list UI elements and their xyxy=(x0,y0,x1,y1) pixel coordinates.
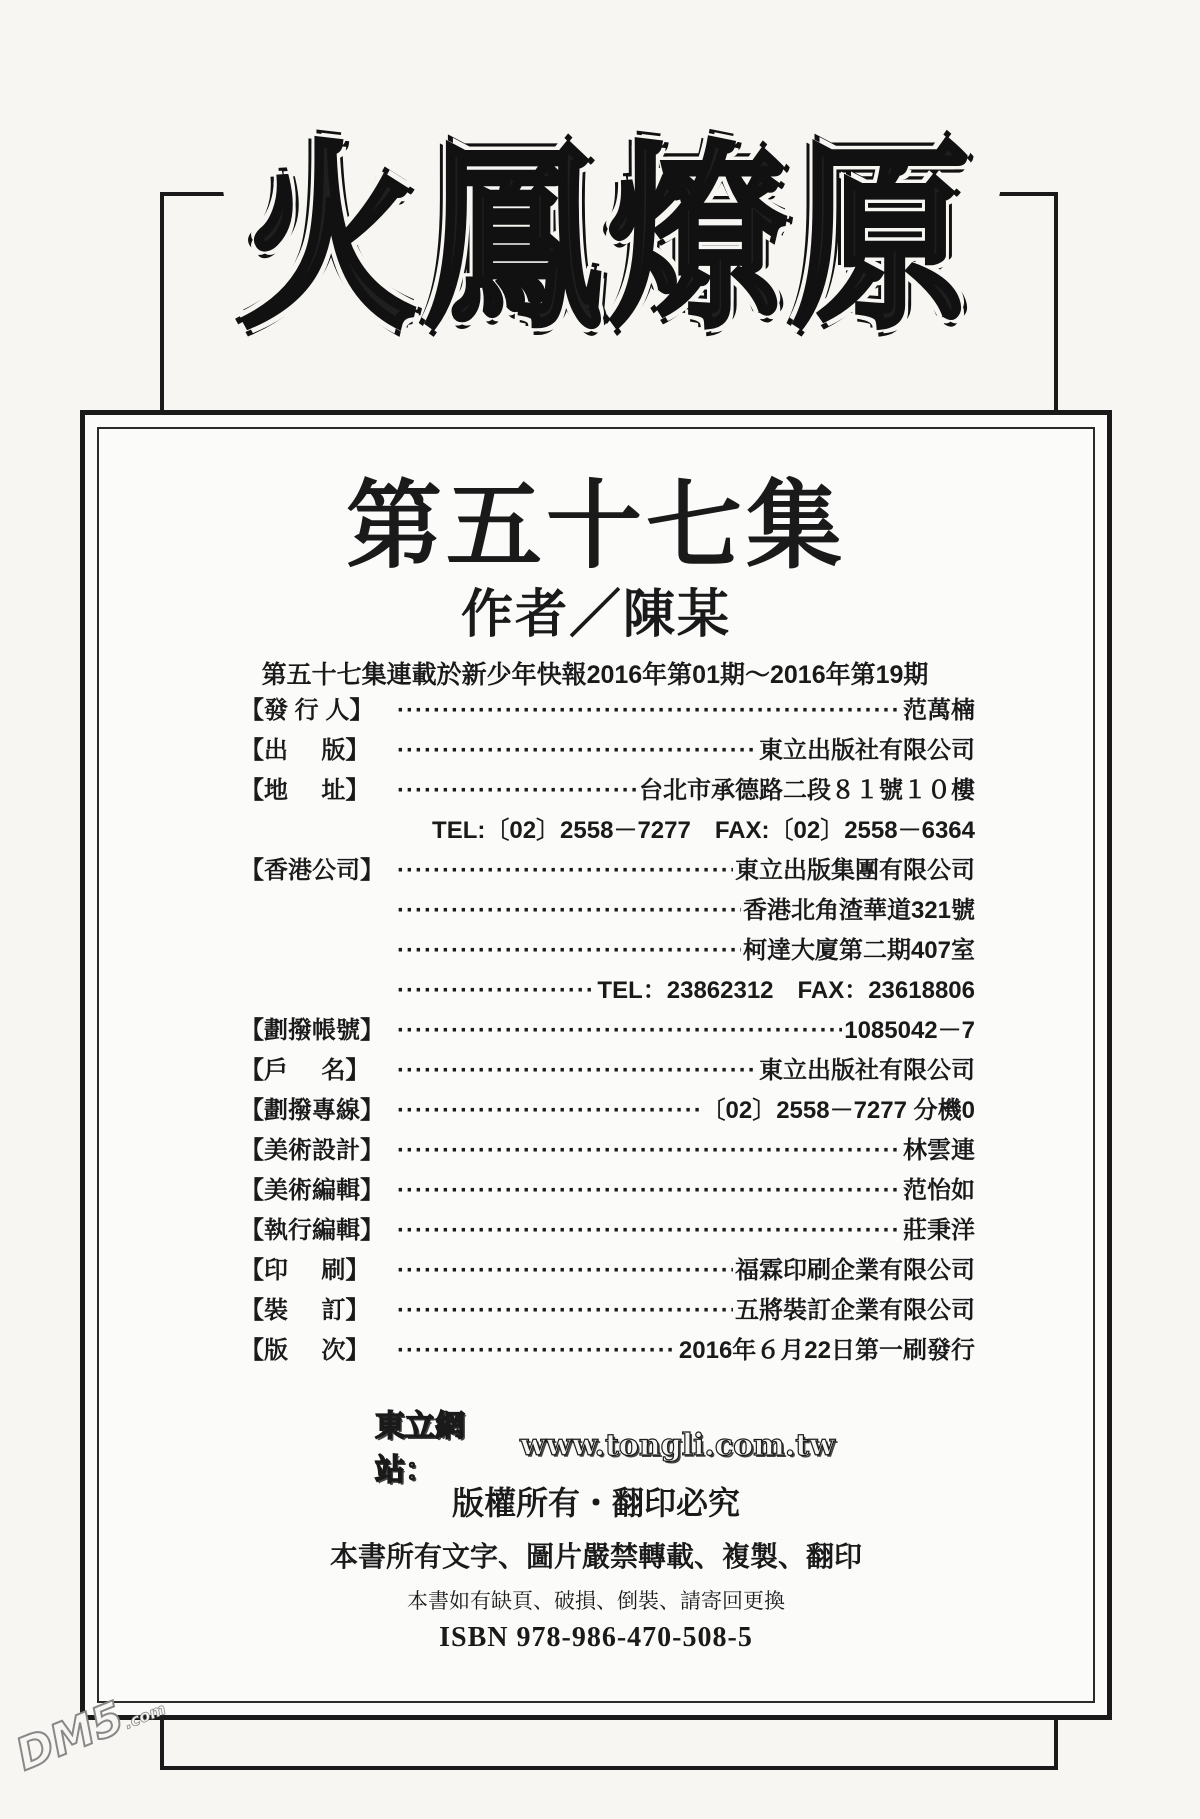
credit-label: 【美術設計】 xyxy=(240,1137,384,1164)
credit-row xyxy=(240,1010,975,1050)
website-label: 東立網站： xyxy=(375,1409,465,1488)
dot-leader xyxy=(397,1017,842,1045)
credit-label: 【劃撥專線】 xyxy=(240,1097,384,1124)
credit-label: 【戶 名】 xyxy=(240,1057,370,1084)
credit-row xyxy=(240,1170,975,1210)
credit-row xyxy=(240,1090,975,1130)
dot-leader xyxy=(397,897,741,925)
dot-leader xyxy=(397,777,637,805)
credit-value: 東立出版社有限公司 xyxy=(759,737,975,764)
credit-label: 【美術編輯】 xyxy=(240,1177,384,1204)
return-notice: 本書如有缺頁、破損、倒裝、請寄回更換 xyxy=(407,1590,785,1613)
credit-value: 台北市承德路二段８１號１０樓 xyxy=(639,777,975,804)
credit-label: 【裝 訂】 xyxy=(240,1297,370,1324)
credit-value: 香港北角渣華道321號 xyxy=(742,897,975,924)
dot-leader xyxy=(397,937,741,965)
dot-leader xyxy=(397,1177,901,1205)
dot-leader xyxy=(397,977,595,1005)
credit-row xyxy=(240,850,975,890)
credit-row xyxy=(240,930,975,970)
credit-row xyxy=(240,970,975,1010)
credit-label: 【香港公司】 xyxy=(240,857,384,884)
dot-leader xyxy=(397,1217,901,1245)
dot-leader xyxy=(397,1337,677,1365)
credit-value: TEL：23862312 FAX：23618806 xyxy=(597,977,975,1004)
volume-title: 第五十七集 xyxy=(346,469,846,582)
credits-list xyxy=(240,690,975,1370)
series-logo-text: 火鳳燎原 xyxy=(240,123,976,356)
copy-notice: 本書所有文字、圖片嚴禁轉載、複製、翻印 xyxy=(329,1540,862,1573)
credit-row xyxy=(240,1050,975,1090)
credit-row xyxy=(240,1130,975,1170)
credit-row xyxy=(240,690,975,730)
watermark-main: DM5 xyxy=(9,1692,132,1781)
credit-value: 2016年６月22日第一刷發行 xyxy=(678,1337,975,1364)
credit-value: 福霖印刷企業有限公司 xyxy=(735,1257,975,1284)
credit-label: 【版 次】 xyxy=(240,1337,370,1364)
credit-value: 東立出版社有限公司 xyxy=(759,1057,975,1084)
isbn: ISBN 978-986-470-508-5 xyxy=(439,1622,753,1653)
credit-row xyxy=(240,1330,975,1370)
credit-value: 1085042－7 xyxy=(844,1017,975,1044)
dot-leader xyxy=(397,1137,901,1165)
credit-label: 【執行編輯】 xyxy=(240,1217,384,1244)
credit-row xyxy=(240,1210,975,1250)
credit-value: 莊秉洋 xyxy=(903,1217,975,1244)
dot-leader xyxy=(397,857,733,885)
dot-leader xyxy=(397,697,901,725)
credit-row xyxy=(240,890,975,930)
credit-value: 東立出版集團有限公司 xyxy=(735,857,975,884)
credit-row xyxy=(240,1250,975,1290)
dot-leader xyxy=(397,1257,733,1285)
credit-value: TEL:〔02〕2558－7277 FAX:〔02〕2558－6364 xyxy=(432,817,975,844)
credit-value: 林雲連 xyxy=(903,1137,975,1164)
credit-value: 五將裝訂企業有限公司 xyxy=(735,1297,975,1324)
credit-row xyxy=(240,730,975,770)
series-logo xyxy=(198,90,1018,390)
dot-leader xyxy=(397,1097,700,1125)
credit-row xyxy=(240,810,975,850)
watermark-sub: .com xyxy=(121,1699,169,1733)
website-url[interactable]: www.tongli.com.tw xyxy=(520,1427,835,1463)
website-line[interactable] xyxy=(375,1409,835,1488)
author-line: 作者／陳某 xyxy=(460,584,731,645)
credit-value: 范萬楠 xyxy=(903,697,975,724)
dot-leader xyxy=(397,1057,757,1085)
credit-label: 【地 址】 xyxy=(240,777,370,804)
credit-value: 柯達大廈第二期407室 xyxy=(742,937,975,964)
rights-reserved: 版權所有・翻印必究 xyxy=(451,1484,740,1522)
credit-row xyxy=(240,770,975,810)
credit-value: 范怡如 xyxy=(903,1177,975,1204)
credit-label: 【發 行 人】 xyxy=(240,697,374,724)
credit-row xyxy=(240,1290,975,1330)
credit-label: 【出 版】 xyxy=(240,737,370,764)
credit-label: 【劃撥帳號】 xyxy=(240,1017,384,1044)
serialization-note: 第五十七集連載於新少年快報2016年第01期～2016年第19期 xyxy=(261,661,929,689)
dot-leader xyxy=(397,737,757,765)
dot-leader xyxy=(397,1297,733,1325)
credit-value: 〔02〕2558－7277 分機0 xyxy=(701,1097,975,1124)
credit-label: 【印 刷】 xyxy=(240,1257,370,1284)
